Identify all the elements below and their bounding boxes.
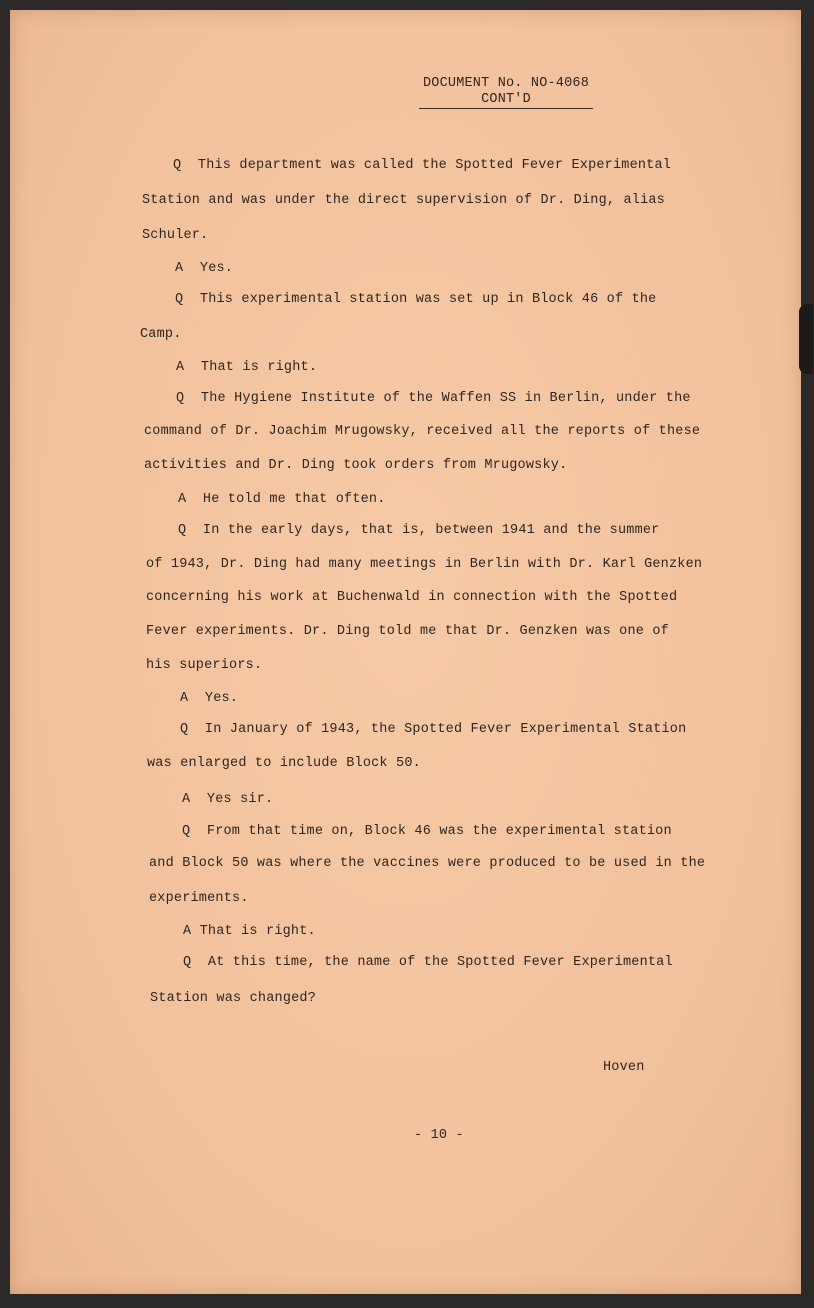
transcript-line: command of Dr. Joachim Mrugowsky, received all the reports of these [144,424,701,439]
transcript-line: A Yes sir. [182,792,274,807]
transcript-line: Camp. [140,327,182,342]
transcript-line: of 1943, Dr. Ding had many meetings in Berlin with Dr. Karl Genzken [146,557,703,572]
transcript-line: Q In January of 1943, the Spotted Fever Experimental Station [180,722,687,737]
transcript-line: Q From that time on, Block 46 was the experimental station [182,824,672,839]
transcript-line: A That is right. [183,924,316,939]
transcript-line: Q This department was called the Spotted Fever Experimental [173,158,672,173]
transcript-line: experiments. [149,891,249,906]
document-number: DOCUMENT No. NO-4068 [422,76,590,91]
transcript-line: Q The Hygiene Institute of the Waffen SS in Berlin, under the [176,391,691,406]
transcript-line: A He told me that often. [178,492,386,507]
transcript-line: Q At this time, the name of the Spotted Fever Experimental [183,955,673,970]
transcript-line: A Yes. [175,261,234,276]
transcript-line: A That is right. [176,360,318,375]
transcript-line: was enlarged to include Block 50. [147,756,421,771]
document-page [10,10,801,1294]
page-number: - 10 - [414,1128,464,1143]
document-header [419,76,593,109]
signature-name: Hoven [603,1060,645,1075]
transcript-line: Schuler. [142,228,209,243]
transcript-line: activities and Dr. Ding took orders from Mrugowsky. [144,458,568,473]
transcript-line: concerning his work at Buchenwald in connection with the Spotted [146,590,678,605]
transcript-line: Q In the early days, that is, between 1941 and the summer [178,523,660,538]
transcript-line: Fever experiments. Dr. Ding told me that Dr. Genzken was one of [146,624,669,639]
transcript-line: and Block 50 was where the vaccines were produced to be used in the [149,856,706,871]
transcript-line: Q This experimental station was set up in Block 46 of the [175,292,657,307]
continued-label: CONT'D [419,92,593,109]
transcript-line: his superiors. [146,658,263,673]
transcript-line: A Yes. [180,691,239,706]
transcript-line: Station and was under the direct supervision of Dr. Ding, alias [142,193,665,208]
page-edge-tab [799,304,813,374]
transcript-line: Station was changed? [150,991,317,1006]
